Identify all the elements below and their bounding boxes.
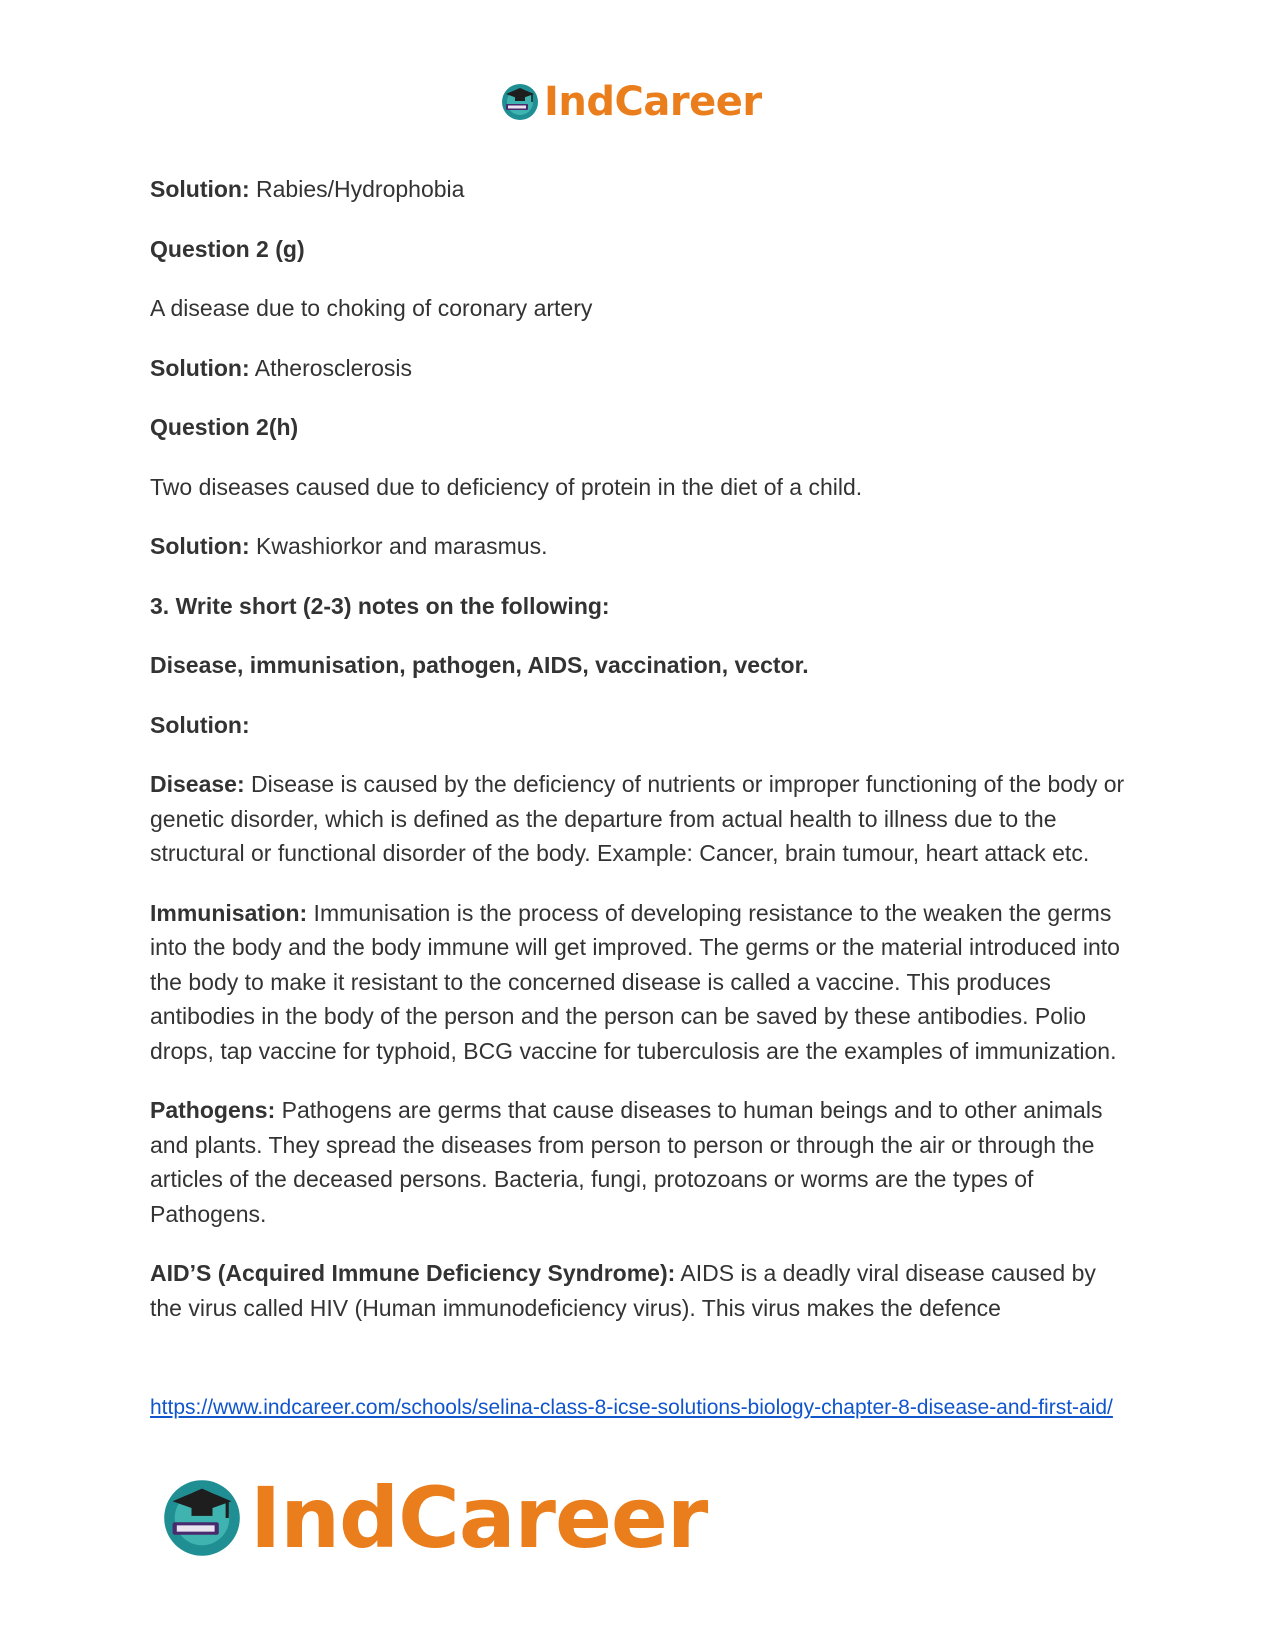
header-logo-text: IndCareer [544,79,762,125]
note-disease [150,767,1130,871]
note-text: Disease is caused by the deficiency of nutrients or improper functioning of the body or genetic disorder, which is defined as the departure from actual health to illness due to the structural or functional disorder of the body. Example: Cancer, brain tumour, heart attack etc. [150,771,1125,866]
question-2h [150,410,1130,445]
topics-label: Disease, immunisation, pathogen, AIDS, vaccination, vector. [150,652,809,678]
solution-text: Rabies/Hydrophobia [249,176,465,202]
question-2h-text: Two diseases caused due to deficiency of protein in the diet of a child. [150,473,863,500]
note-text: Pathogens are germs that cause diseases to human beings and to other animals and plants. They spread the diseases from person to person or through the air or through the articles of the deceased persons. Bacteria, fungi, protozoans or worms are the types of Pathogens. [150,1097,1103,1227]
note-aids [150,1256,1130,1325]
solution-label: Solution: [150,354,250,381]
question-label: Question 2(h) [150,414,299,440]
graduation-cap-book-icon [160,1476,244,1560]
note-pathogens [150,1093,1130,1231]
header-logo [500,78,762,126]
question-2g-text: A disease due to choking of coronary artery [150,295,593,321]
footer-logo-text: IndCareer [250,1469,708,1567]
footer-url-link[interactable]: https://www.indcareer.com/schools/selina-class-8-icse-solutions-biology-chapter-8-disease-and-first-aid/ [150,1396,1113,1419]
solution-label: Solution: [150,711,250,738]
solution-3 [150,708,1130,743]
footer-logo [160,1468,707,1568]
question-3-topics [150,648,1130,683]
solution-label: Solution: [150,176,250,202]
note-text: AIDS is a deadly viral disease caused by the virus called HIV (Human immunodeficiency virus). This virus makes the defence [150,1260,1096,1321]
solution-text: Atherosclerosis [249,354,412,381]
document-body [150,172,1130,1325]
question-2g [150,232,1130,267]
question-3-heading [150,589,1130,624]
solution-text: Kwashiorkor and marasmus. [249,533,548,559]
solution-2h [150,529,1130,564]
graduation-cap-book-icon [500,82,540,122]
solution-2f [150,172,1130,207]
note-label: Pathogens: [150,1097,276,1123]
note-label: AID’S (Acquired Immune Deficiency Syndrome): [150,1260,676,1286]
solution-label: Solution: [150,533,250,559]
note-text: Immunisation is the process of developing resistance to the weaken the germs into the body and the body immune will get improved. The germs or the material introduced into the body to make it resistant to the concerned disease is called a vaccine. This produces antibodies in the body of the person and the person can be saved by these antibodies. Polio drops, tap vaccine for typhoid, BCG vaccine for tuberculosis are the examples of immunization. [150,899,1120,1064]
solution-2g [150,351,1130,386]
question-label: Question 2 (g) [150,235,305,262]
note-label: Immunisation: [150,899,308,926]
note-immunisation [150,896,1130,1069]
question-label: 3. Write short (2-3) notes on the following: [150,592,610,619]
note-label: Disease: [150,771,245,797]
